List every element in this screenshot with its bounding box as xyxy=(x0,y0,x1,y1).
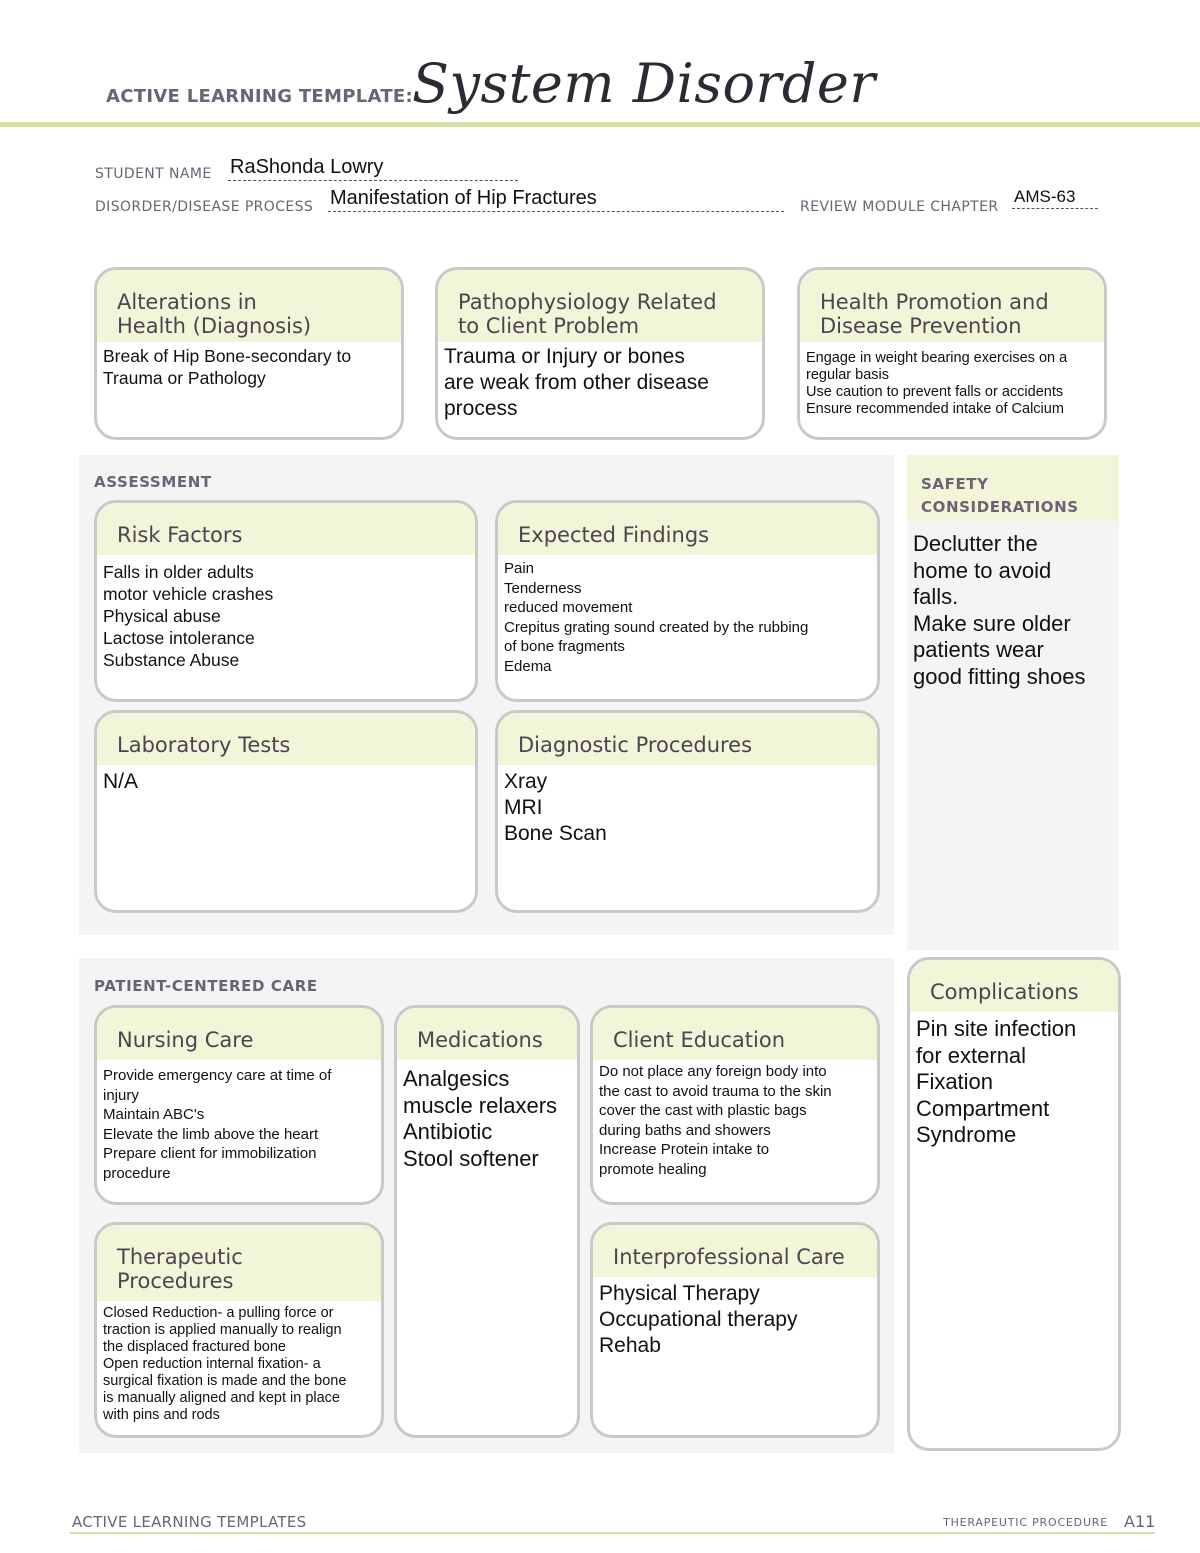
footer-right: THERAPEUTIC PROCEDURE xyxy=(943,1516,1108,1529)
pathophysiology-header xyxy=(438,270,762,342)
header-divider xyxy=(0,122,1200,127)
expected-findings-box xyxy=(495,500,880,702)
risk-factor-item: Falls in older adults xyxy=(103,562,254,582)
pathophysiology-line: Trauma or Injury or bones xyxy=(444,345,685,368)
expected-finding-item: of bone fragments xyxy=(504,638,625,655)
medications-header: Medications xyxy=(397,1008,577,1060)
health-promotion-title-line1: Health Promotion and xyxy=(820,290,1049,314)
nursing-care-item: Elevate the limb above the heart xyxy=(103,1125,319,1143)
nursing-care-item: Provide emergency care at time of xyxy=(103,1067,332,1084)
therapeutic-procedure-item: surgical fixation is made and the bone xyxy=(103,1373,347,1389)
expected-findings-body xyxy=(498,555,877,680)
expected-finding-item: Edema xyxy=(504,657,552,675)
health-promotion-header xyxy=(800,270,1104,342)
laboratory-tests-box xyxy=(94,710,478,913)
alterations-body xyxy=(97,342,401,393)
risk-factor-item: Lactose intolerance xyxy=(103,628,255,648)
template-label: ACTIVE LEARNING TEMPLATE: xyxy=(106,86,413,107)
complication-item: for external xyxy=(916,1042,1027,1068)
safety-panel xyxy=(907,455,1119,950)
health-promotion-line: regular basis xyxy=(806,367,890,383)
client-education-item: Do not place any foreign body into xyxy=(599,1063,827,1080)
complication-item: Pin site infection xyxy=(916,1016,1077,1041)
pathophysiology-title-line2: to Client Problem xyxy=(458,314,640,338)
therapeutic-procedure-item: traction is applied manually to realign xyxy=(103,1322,342,1338)
risk-factors-body xyxy=(97,555,475,675)
medication-item: muscle relaxers xyxy=(403,1092,558,1118)
client-education-box xyxy=(590,1005,880,1205)
diagnostic-procedures-header: Diagnostic Procedures xyxy=(498,713,877,765)
therapeutic-procedure-item: Open reduction internal fixation- a xyxy=(103,1356,321,1372)
diagnostic-procedure-item: Bone Scan xyxy=(504,822,607,845)
alterations-line: Break of Hip Bone-secondary to xyxy=(103,346,352,366)
therapeutic-procedures-header: Therapeutic Procedures xyxy=(97,1225,381,1301)
therapeutic-procedure-item: with pins and rods xyxy=(103,1407,220,1423)
pathophysiology-line: are weak from other disease xyxy=(444,371,709,394)
medication-item: Analgesics xyxy=(403,1066,510,1091)
student-name-field[interactable]: RaShonda Lowry xyxy=(228,156,518,181)
laboratory-tests-body xyxy=(97,765,475,799)
risk-factor-item: motor vehicle crashes xyxy=(103,584,274,604)
medications-box xyxy=(394,1005,580,1438)
client-education-item: cover the cast with plastic bags xyxy=(599,1102,807,1119)
chapter-label: REVIEW MODULE CHAPTER xyxy=(800,199,999,215)
therapeutic-procedure-item: is manually aligned and kept in place xyxy=(103,1390,340,1406)
complication-item: Compartment xyxy=(916,1095,1050,1121)
pathophysiology-body xyxy=(438,342,762,426)
risk-factors-box xyxy=(94,500,478,702)
assessment-section-title: ASSESSMENT xyxy=(94,473,212,491)
client-education-header: Client Education xyxy=(593,1008,877,1060)
therapeutic-procedure-item: the displaced fractured bone xyxy=(103,1339,286,1355)
risk-factors-header: Risk Factors xyxy=(97,503,475,555)
health-promotion-line: Use caution to prevent falls or accidents xyxy=(806,384,1064,400)
medication-item: Stool softener xyxy=(403,1145,539,1171)
client-education-item: Increase Protein intake to xyxy=(599,1141,770,1158)
complication-item: Syndrome xyxy=(916,1122,1017,1147)
medications-body xyxy=(397,1060,577,1176)
interprofessional-care-item: Occupational therapy xyxy=(599,1308,798,1331)
alterations-line: Trauma or Pathology xyxy=(103,368,266,388)
expected-finding-item: reduced movement xyxy=(504,599,633,616)
pathophysiology-title-line1: Pathophysiology Related xyxy=(458,290,717,314)
health-promotion-box xyxy=(797,267,1107,440)
interprofessional-care-item: Physical Therapy xyxy=(599,1282,760,1305)
safety-line: Make sure older xyxy=(913,610,1071,636)
client-education-item: the cast to avoid trauma to the skin xyxy=(599,1082,832,1100)
expected-finding-item: Pain xyxy=(504,560,535,577)
nursing-care-item: injury xyxy=(103,1086,139,1104)
interprofessional-care-item: Rehab xyxy=(599,1334,661,1357)
client-education-item: during baths and showers xyxy=(599,1121,771,1139)
alterations-box xyxy=(94,267,404,440)
risk-factor-item: Substance Abuse xyxy=(103,650,240,670)
health-promotion-line: Engage in weight bearing exercises on a xyxy=(806,350,1068,366)
health-promotion-body xyxy=(800,342,1104,422)
page-title: System Disorder xyxy=(412,52,876,115)
footer-page-number: A11 xyxy=(1124,1512,1156,1531)
disorder-field[interactable]: Manifestation of Hip Fractures xyxy=(328,187,784,212)
alterations-title-line1: Alterations in xyxy=(117,290,257,314)
diagnostic-procedures-box xyxy=(495,710,880,913)
diagnostic-procedure-item: Xray xyxy=(504,770,548,793)
disorder-label: DISORDER/DISEASE PROCESS xyxy=(95,199,314,215)
nursing-care-body xyxy=(97,1060,381,1187)
interprofessional-care-box xyxy=(590,1222,880,1438)
laboratory-test-item: N/A xyxy=(103,770,139,793)
safety-line: home to avoid xyxy=(913,557,1052,583)
therapeutic-procedures-box xyxy=(94,1222,384,1438)
expected-finding-item: Crepitus grating sound created by the rubbing xyxy=(504,618,809,636)
therapeutic-procedures-body xyxy=(97,1301,381,1428)
interprofessional-care-body xyxy=(593,1277,877,1363)
client-education-item: promote healing xyxy=(599,1160,707,1178)
safety-line: Declutter the xyxy=(913,531,1038,556)
laboratory-tests-header: Laboratory Tests xyxy=(97,713,475,765)
health-promotion-line: Ensure recommended intake of Calcium xyxy=(806,401,1064,417)
chapter-field[interactable]: AMS-63 xyxy=(1012,187,1098,209)
expected-findings-header: Expected Findings xyxy=(498,503,877,555)
complication-item: Fixation xyxy=(916,1069,994,1094)
safety-line: falls. xyxy=(913,584,959,609)
alterations-header xyxy=(97,270,401,342)
nursing-care-header: Nursing Care xyxy=(97,1008,381,1060)
safety-title xyxy=(921,473,1079,519)
nursing-care-item: procedure xyxy=(103,1164,171,1182)
pathophysiology-box xyxy=(435,267,765,440)
nursing-care-item: Prepare client for immobilization xyxy=(103,1145,317,1162)
alterations-title-line2: Health (Diagnosis) xyxy=(117,314,312,338)
nursing-care-item: Maintain ABC's xyxy=(103,1106,205,1123)
safety-line: good fitting shoes xyxy=(913,663,1086,689)
complications-header: Complications xyxy=(910,960,1118,1012)
client-education-body xyxy=(593,1060,877,1183)
diagnostic-procedure-item: MRI xyxy=(504,796,543,819)
safety-body xyxy=(913,531,1117,690)
interprofessional-care-header: Interprofessional Care xyxy=(593,1225,877,1277)
patient-care-section-title: PATIENT-CENTERED CARE xyxy=(94,977,318,995)
student-name-label: STUDENT NAME xyxy=(95,166,212,182)
risk-factor-item: Physical abuse xyxy=(103,606,221,626)
footer-divider xyxy=(70,1532,1155,1534)
safety-title-line2: CONSIDERATIONS xyxy=(921,498,1079,516)
complications-body xyxy=(910,1012,1118,1153)
nursing-care-box xyxy=(94,1005,384,1205)
health-promotion-title-line2: Disease Prevention xyxy=(820,314,1022,338)
complications-box xyxy=(907,957,1121,1451)
pathophysiology-line: process xyxy=(444,397,518,420)
footer-left: ACTIVE LEARNING TEMPLATES xyxy=(72,1513,307,1531)
diagnostic-procedures-body xyxy=(498,765,877,851)
safety-title-line1: SAFETY xyxy=(921,475,989,493)
safety-line: patients wear xyxy=(913,637,1044,662)
therapeutic-procedure-item: Closed Reduction- a pulling force or xyxy=(103,1305,334,1321)
expected-finding-item: Tenderness xyxy=(504,579,582,597)
medication-item: Antibiotic xyxy=(403,1119,493,1144)
